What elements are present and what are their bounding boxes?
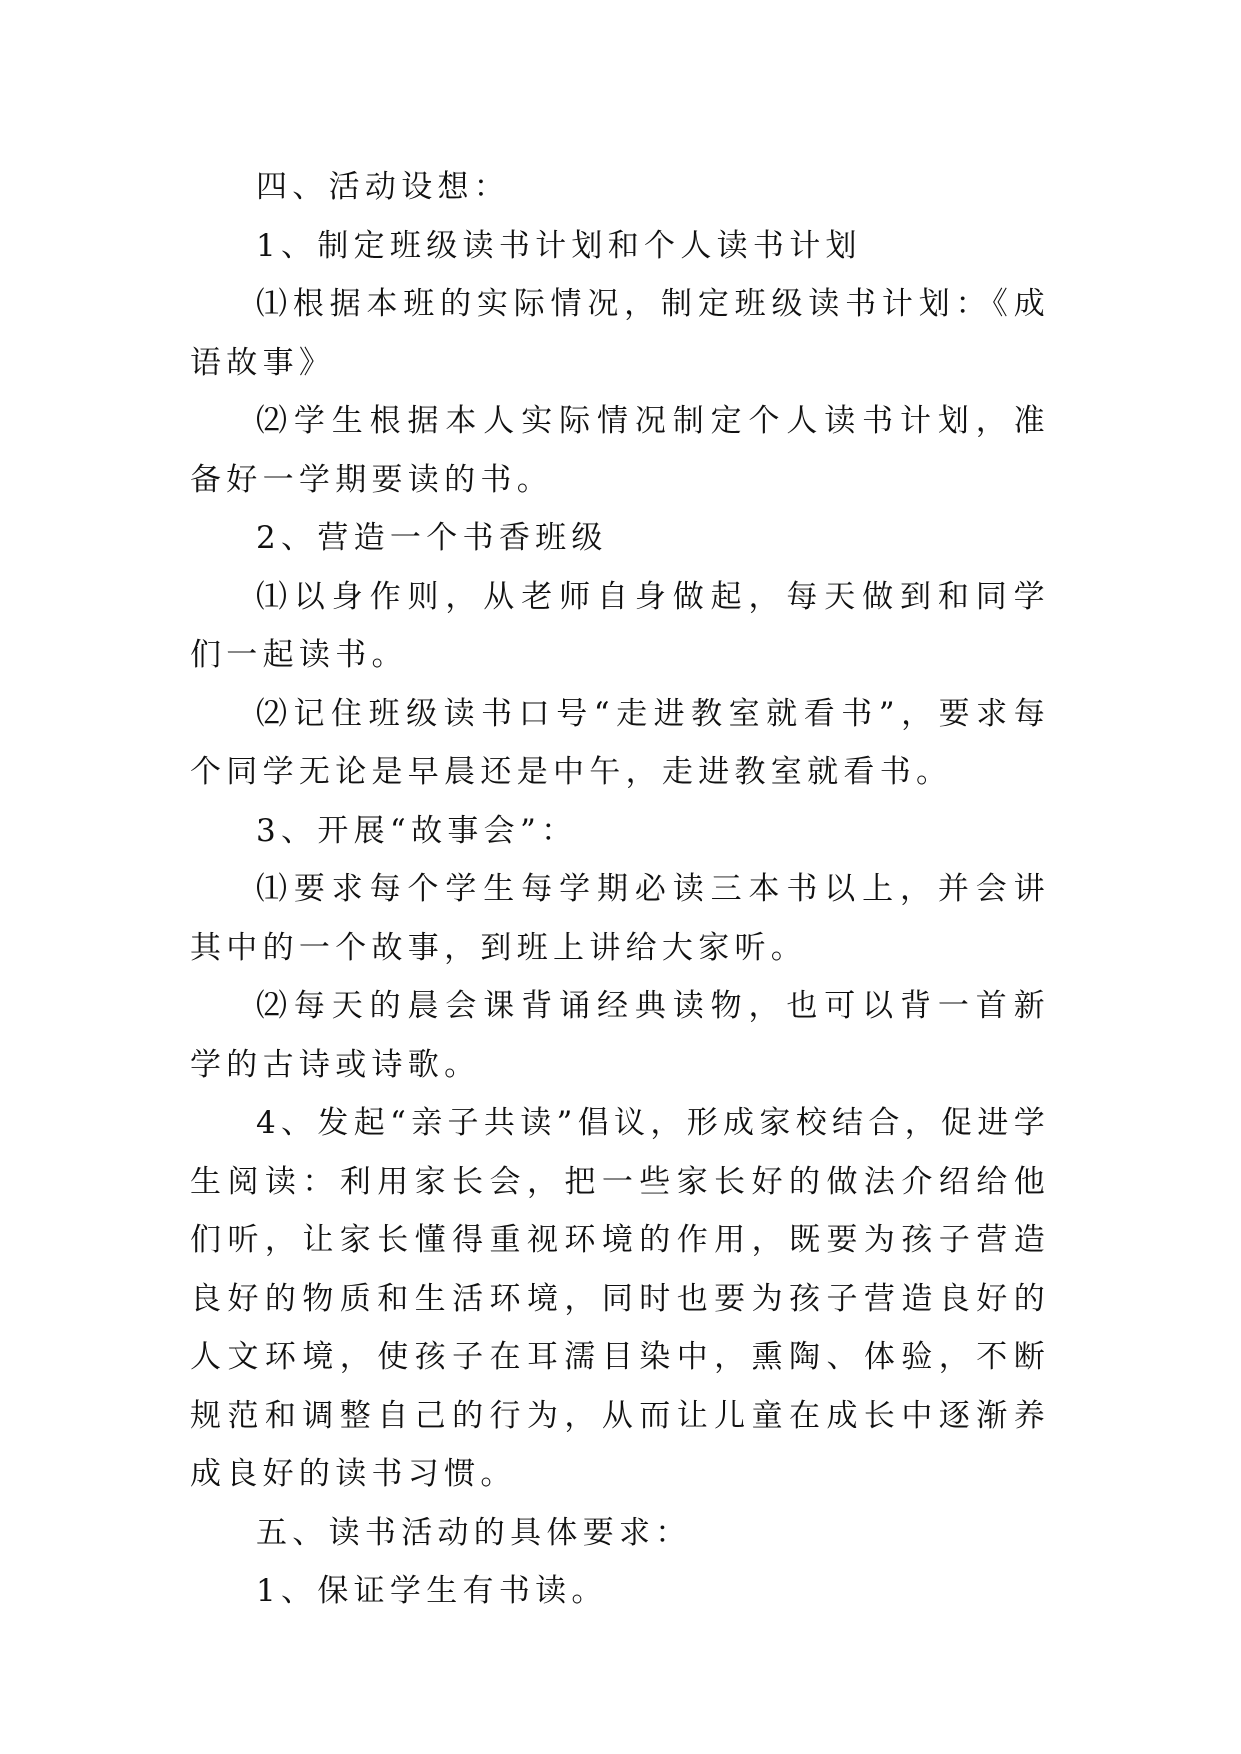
paragraph-family-reading: 4、发起“亲子共读”倡议，形成家校结合，促进学生阅读：利用家长会，把一些家长好的做法介绍给他们听，让家长懂得重视环境的作用，既要为孩子营造良好的物质和生活环境，同时也要为孩子营造良好的人文环境，使孩子在耳濡目染中，熏陶、体验，不断规范和调整自己的行为，从而让儿童在成长中逐渐养成良好的读书习惯。 xyxy=(190,1105,1050,1492)
paragraph-three-books: ⑴要求每个学生每学期必读三本书以上，并会讲其中的一个故事，到班上讲给大家听。 xyxy=(190,871,1050,966)
document-body xyxy=(190,158,1050,1621)
section-heading-requirements: 五、读书活动的具体要求： xyxy=(256,1514,692,1551)
paragraph-class-plan: ⑴根据本班的实际情况，制定班级读书计划：《成语故事》 xyxy=(190,286,1050,381)
subheading-book-class: 2、营造一个书香班级 xyxy=(256,520,608,556)
subheading-reading-plan: 1、制定班级读书计划和个人读书计划 xyxy=(256,227,862,264)
paragraph-morning-recitation: ⑵每天的晨会课背诵经典读物，也可以背一首新学的古诗或诗歌。 xyxy=(190,988,1050,1083)
paragraph-teacher-example: ⑴以身作则，从老师自身做起，每天做到和同学们一起读书。 xyxy=(190,578,1050,673)
paragraph-reading-slogan: ⑵记住班级读书口号“走进教室就看书”，要求每个同学无论是早晨还是中午，走进教室就看书。 xyxy=(190,695,1050,790)
section-heading-activity-plan: 四、活动设想： xyxy=(256,169,511,205)
paragraph-books-available: 1、保证学生有书读。 xyxy=(256,1573,608,1609)
subheading-story-meeting: 3、开展“故事会”： xyxy=(256,812,578,849)
paragraph-personal-plan: ⑵学生根据本人实际情况制定个人读书计划，准备好一学期要读的书。 xyxy=(190,403,1050,498)
